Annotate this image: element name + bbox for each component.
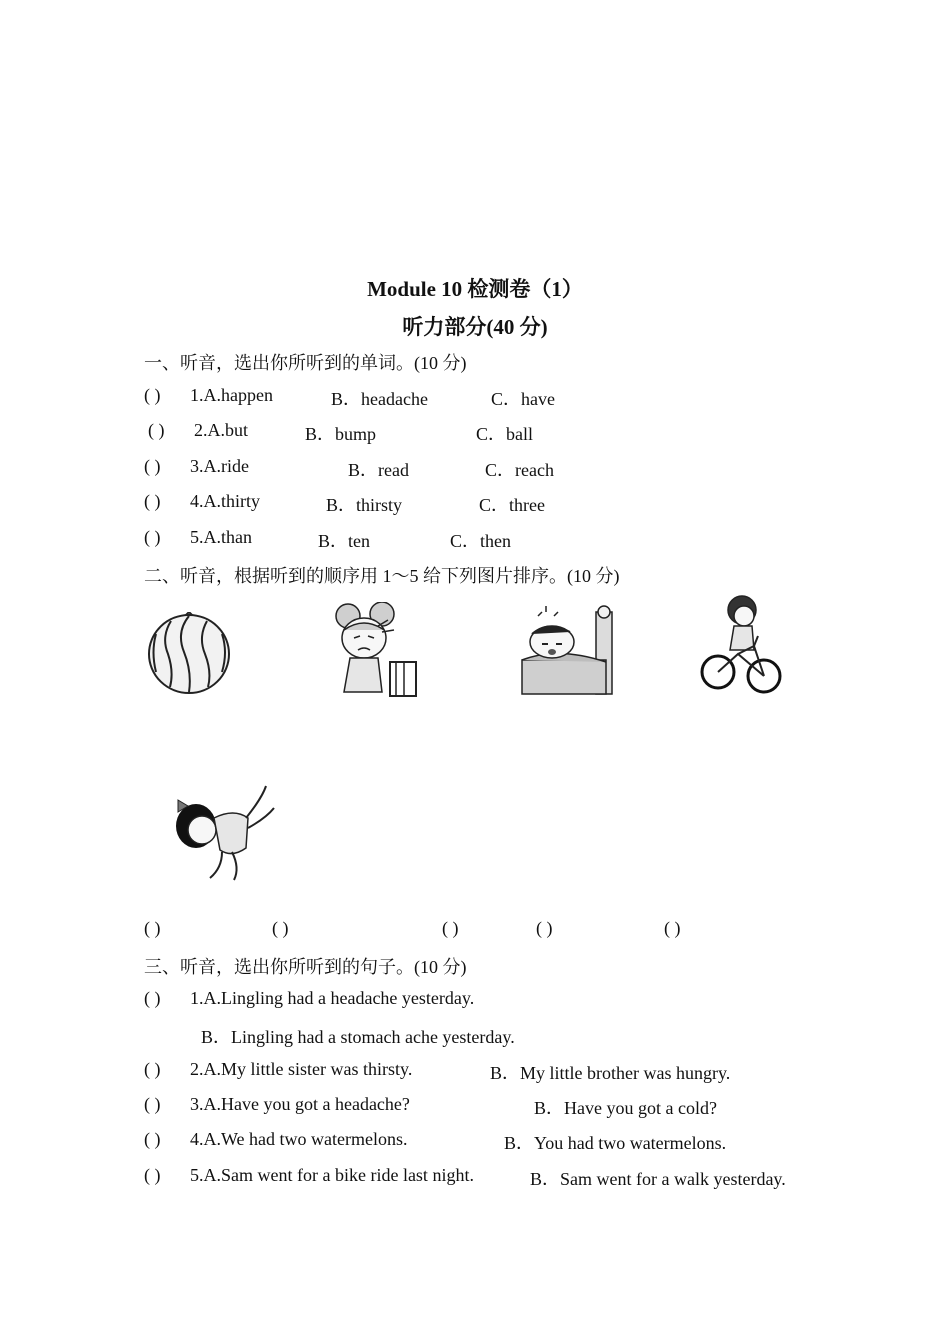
answer-bracket[interactable]: ( ) <box>144 527 161 547</box>
option-c: C．reach <box>485 460 554 480</box>
option-a: 2.A.but <box>194 420 248 440</box>
option-c: C．three <box>479 495 545 515</box>
option-c: C．have <box>491 389 555 409</box>
watermelon-picture <box>146 612 232 696</box>
option-b: B．Lingling had a stomach ache yesterday. <box>201 1027 515 1047</box>
answer-bracket[interactable]: ( ) <box>144 456 161 476</box>
option-a: 5.A.Sam went for a bike ride last night. <box>190 1165 474 1185</box>
option-b: B．headache <box>331 389 428 409</box>
option-b: B．You had two watermelons. <box>504 1133 727 1153</box>
option-a: 2.A.My little sister was thirsty. <box>190 1059 413 1079</box>
bike-boy-picture <box>698 592 786 696</box>
option-b: B．Sam went for a walk yesterday. <box>530 1169 786 1189</box>
picture-answer-bracket[interactable]: ( ) <box>442 918 459 938</box>
section1-heading: 一、听音，选出你所听到的单词。(10 分) <box>144 353 467 373</box>
option-b: B．bump <box>305 424 377 444</box>
option-b: B．ten <box>318 531 370 551</box>
answer-bracket[interactable]: ( ) <box>144 1165 161 1185</box>
option-a: 4.A.thirty <box>190 491 260 511</box>
page-title: Module 10 检测卷（1） <box>367 277 583 301</box>
page-subtitle: 听力部分(40 分) <box>402 315 548 339</box>
sleeping-boy-picture <box>518 602 620 696</box>
option-b: B．Have you got a cold? <box>534 1098 717 1118</box>
picture-answer-bracket[interactable]: ( ) <box>664 918 681 938</box>
girl-headache-picture <box>330 602 420 698</box>
option-b: B．read <box>348 460 409 480</box>
option-c: C．then <box>450 531 511 551</box>
picture-answer-bracket[interactable]: ( ) <box>536 918 553 938</box>
answer-bracket[interactable]: ( ) <box>144 1094 161 1114</box>
picture-answer-bracket[interactable]: ( ) <box>144 918 161 938</box>
section3-heading: 三、听音，选出你所听到的句子。(10 分) <box>144 957 467 977</box>
option-a: 3.A.ride <box>190 456 249 476</box>
answer-bracket[interactable]: ( ) <box>144 1129 161 1149</box>
option-c: C．ball <box>476 424 533 444</box>
answer-bracket[interactable]: ( ) <box>148 420 165 440</box>
option-a: 1.A.happen <box>190 385 273 405</box>
option-a: 1.A.Lingling had a headache yesterday. <box>190 988 475 1008</box>
falling-girl-picture <box>162 778 280 884</box>
answer-bracket[interactable]: ( ) <box>144 491 161 511</box>
picture-answer-bracket[interactable]: ( ) <box>272 918 289 938</box>
option-b: B．thirsty <box>326 495 403 515</box>
section2-heading: 二、听音，根据听到的顺序用 1～5 给下列图片排序。(10 分) <box>144 566 620 586</box>
answer-bracket[interactable]: ( ) <box>144 385 161 405</box>
option-b: B．My little brother was hungry. <box>490 1063 731 1083</box>
option-a: 4.A.We had two watermelons. <box>190 1129 408 1149</box>
option-a: 3.A.Have you got a headache? <box>190 1094 410 1114</box>
option-a: 5.A.than <box>190 527 252 547</box>
answer-bracket[interactable]: ( ) <box>144 1059 161 1079</box>
answer-bracket[interactable]: ( ) <box>144 988 161 1008</box>
